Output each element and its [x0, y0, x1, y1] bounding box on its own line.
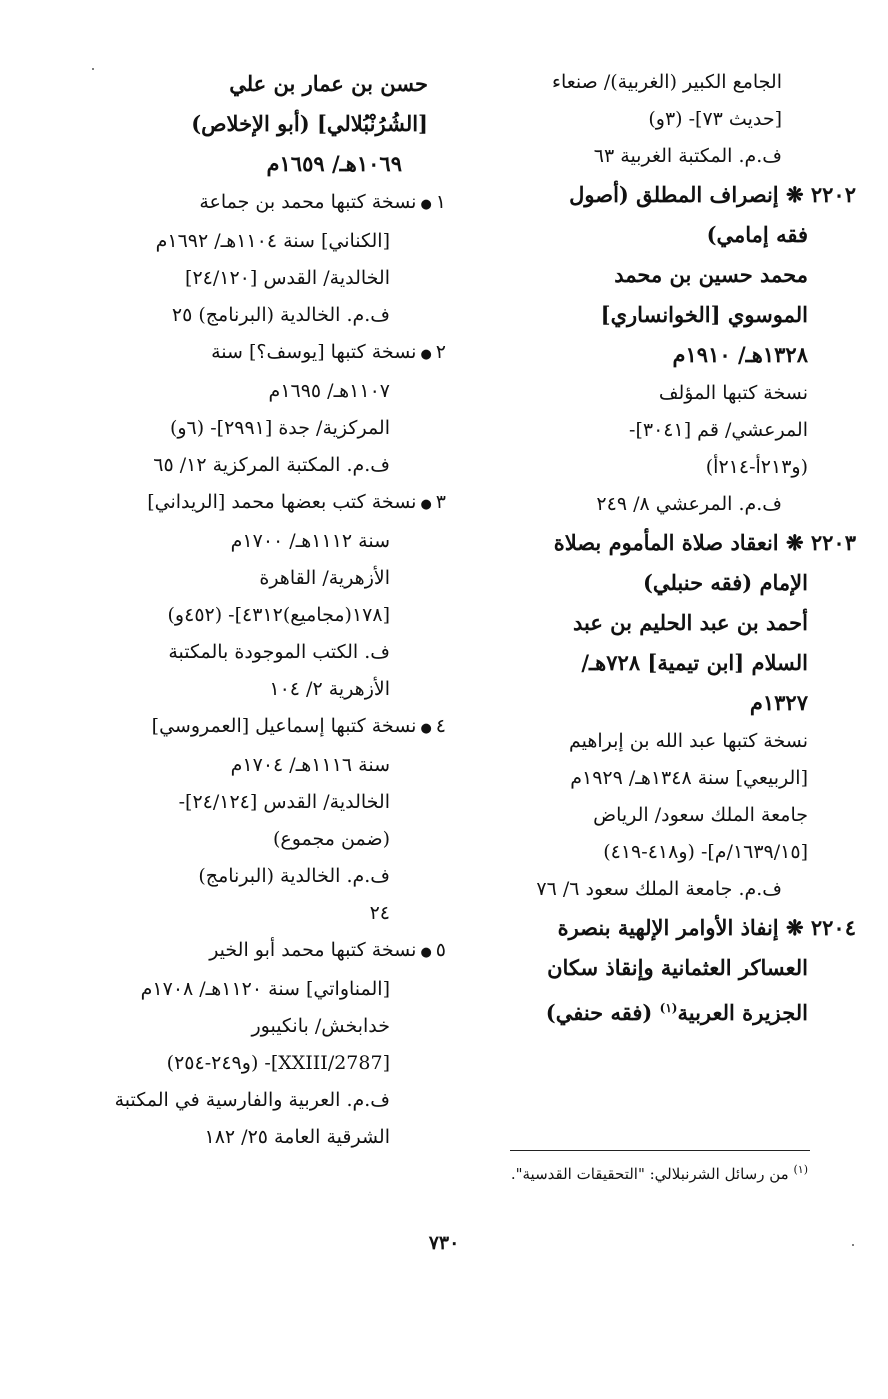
star-icon: ❋: [785, 915, 804, 940]
entry-title: [468, 523, 856, 563]
copy-text: نسخة كتبها [يوسف؟] سنة: [211, 341, 417, 363]
copy-item: [82, 932, 446, 971]
copy-line: الأزهرية ٢/ ١٠٤: [269, 678, 390, 700]
text-line: [حديث ٧٣]- (٣و): [648, 108, 782, 130]
footnote-divider: [510, 1150, 810, 1151]
copy-line: ١١٠٧هـ/ ١٦٩٥م: [268, 380, 390, 402]
copy-line: الخالدية/ القدس [٢٤/١٢٠]: [185, 267, 390, 289]
copy-text: نسخة كتبها محمد بن جماعة: [199, 191, 417, 213]
copy-line: الشرقية العامة ٢٥/ ١٨٢: [204, 1126, 390, 1148]
copy-line: [الربيعي] سنة ١٣٤٨هـ/ ١٩٢٩م: [570, 767, 808, 789]
entry-number: ٢٢٠٢: [810, 182, 856, 207]
title-text: إنفاذ الأوامر الإلهية بنصرة: [557, 915, 779, 940]
copy-number: ٥: [435, 939, 446, 961]
copy-line: ٢٤: [369, 902, 390, 924]
copy-line: الأزهرية/ القاهرة: [259, 567, 390, 589]
footnote-text: من رسائل الشرنبلالي: "التحقيقات القدسية".: [510, 1165, 789, 1183]
bullet-icon: ●: [420, 197, 432, 212]
copy-line: المرعشي/ قم [٣٠٤١]-: [629, 419, 808, 441]
copy-line: ف. الكتب الموجودة بالمكتبة: [168, 641, 390, 663]
copy-number: ٣: [435, 491, 446, 513]
copy-text: نسخة كتبها إسماعيل [العمروسي]: [151, 715, 417, 737]
subject-text: (فقه حنفي): [545, 1000, 653, 1025]
title-text: إنصراف المطلق (أصول: [569, 182, 779, 207]
title-text: انعقاد صلاة المأموم بصلاة: [553, 530, 779, 555]
author-line: السلام [ابن تيمية] ٧٢٨هـ/: [581, 650, 808, 675]
author-dates: ١٠٦٩هـ/ ١٦٥٩م: [266, 151, 402, 176]
bullet-icon: ●: [420, 497, 432, 512]
star-icon: ❋: [785, 182, 804, 207]
text-line: ف.م. المكتبة الغربية ٦٣: [593, 145, 782, 167]
copy-line: ف.م. الخالدية (البرنامج): [198, 865, 390, 887]
copy-item: [82, 184, 446, 223]
footnote: [511, 1163, 808, 1183]
footnote-marker: (١): [793, 1163, 808, 1176]
author-dates: ١٣٢٨هـ/ ١٩١٠م: [672, 342, 808, 367]
author-line: أحمد بن عبد الحليم بن عبد: [572, 610, 808, 635]
copy-line: [2787/XXIII]- (و٢٤٩-٢٥٤): [166, 1052, 390, 1074]
page-number: ٧٣٠: [428, 1232, 460, 1254]
copy-item: [82, 484, 446, 523]
copy-item: [82, 708, 446, 747]
bullet-icon: ●: [420, 721, 432, 736]
author-line: [الشُرُنْبُلالي] (أبو الإخلاص): [191, 111, 428, 136]
copies-list: [82, 184, 446, 1156]
author-dates: ١٣٢٧م: [749, 690, 808, 715]
copy-line: (و٢١٣أ-٢١٤أ): [705, 456, 808, 478]
copy-line: الخالدية/ القدس [٢٤/١٢٤]-: [178, 791, 390, 813]
copy-line: [١٦٣٩/١٥/م]- (و٤١٨-٤١٩): [603, 841, 808, 863]
copy-line: سنة ١١١٦هـ/ ١٧٠٤م: [230, 754, 390, 776]
author-line: الموسوي [الخوانساري]: [600, 302, 808, 327]
copy-line: [الكناني] سنة ١١٠٤هـ/ ١٦٩٢م: [155, 230, 390, 252]
title-text: الجزيرة العربية: [677, 1000, 808, 1025]
text-line: الجامع الكبير (الغربية)/ صنعاء: [552, 71, 782, 93]
copy-line: المركزية/ جدة [٢٩٩١]- (٦و): [169, 417, 390, 439]
star-icon: ❋: [785, 530, 804, 555]
scan-speck: [852, 1244, 854, 1246]
copy-line: ف.م. جامعة الملك سعود ٦/ ٧٦: [536, 878, 782, 900]
copy-line: ف.م. المكتبة المركزية ١٢/ ٦٥: [153, 454, 390, 476]
entry-number: ٢٢٠٣: [810, 530, 856, 555]
entry-number: ٢٢٠٤: [810, 915, 856, 940]
copy-line: (ضمن مجموع): [272, 828, 390, 850]
copy-line: ف.م. العربية والفارسية في المكتبة: [114, 1089, 390, 1111]
copy-line: سنة ١١١٢هـ/ ١٧٠٠م: [230, 530, 390, 552]
entry-title: [468, 908, 856, 948]
copy-line: [المناواتي] سنة ١١٢٠هـ/ ١٧٠٨م: [140, 978, 390, 1000]
bullet-icon: ●: [420, 945, 432, 960]
copy-line: خدابخش/ بانكيبور: [251, 1015, 390, 1037]
copy-number: ٢: [435, 341, 446, 363]
copy-line: نسخة كتبها المؤلف: [658, 382, 808, 404]
copy-line: جامعة الملك سعود/ الرياض: [593, 804, 808, 826]
copy-text: نسخة كتبها محمد أبو الخير: [209, 939, 417, 961]
entry-title-cont: فقه إمامي): [706, 222, 808, 247]
copy-line: [١٧٨(مجاميع)٤٣١٢]- (٤٥٢و): [167, 604, 390, 626]
entry-title-cont: [468, 988, 808, 1033]
copy-line: ف.م. المرعشي ٨/ ٢٤٩: [596, 493, 782, 515]
copy-line: نسخة كتبها عبد الله بن إبراهيم: [568, 730, 808, 752]
copy-item: [82, 334, 446, 373]
scan-speck: [92, 68, 94, 70]
copy-line: ف.م. الخالدية (البرنامج) ٢٥: [171, 304, 390, 326]
author-line: حسن بن عمار بن علي: [229, 71, 428, 96]
copy-number: ١: [435, 191, 446, 213]
right-column: [468, 64, 856, 1033]
author-line: محمد حسين بن محمد: [614, 262, 808, 287]
left-column: [82, 64, 446, 1156]
copy-text: نسخة كتب بعضها محمد [الريداني]: [147, 491, 417, 513]
bullet-icon: ●: [420, 347, 432, 362]
copy-number: ٤: [435, 715, 446, 737]
entry-title-cont: الإمام (فقه حنبلي): [643, 570, 808, 595]
entry-title-cont: العساكر العثمانية وإنقاذ سكان: [547, 955, 808, 980]
footnote-ref: (١): [659, 1001, 678, 1015]
entry-title: [468, 175, 856, 215]
